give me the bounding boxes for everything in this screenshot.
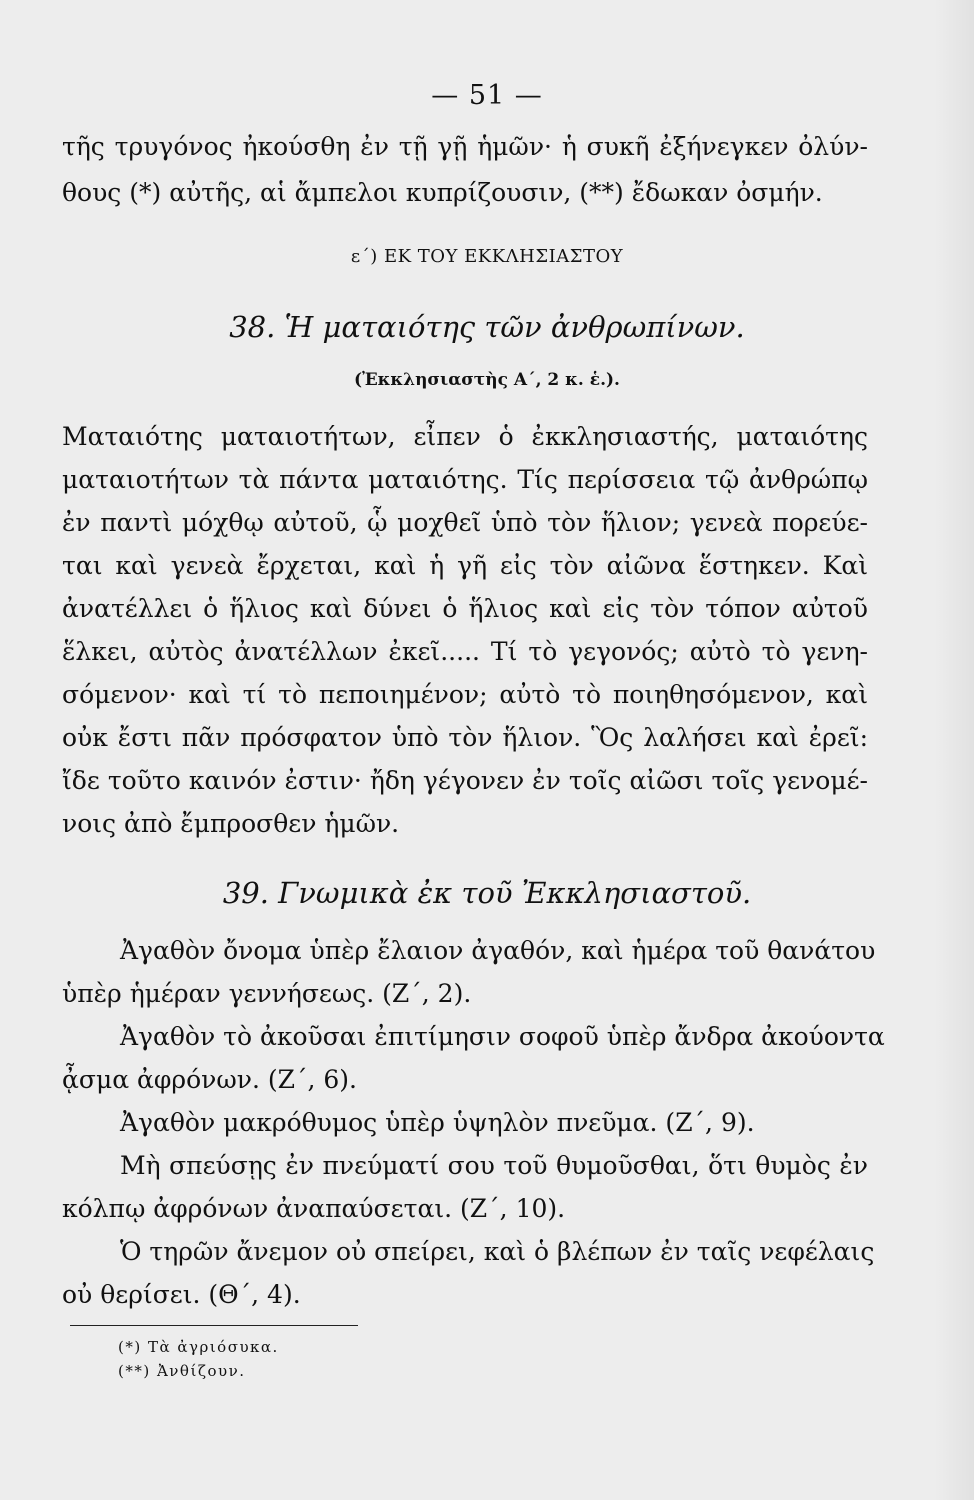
poem-38-line-8: οὐκ ἔστι πᾶν πρόσφατον ὑπὸ τὸν ἥλιον. Ὃς λαλήσει καὶ ἐρεῖ: (62, 723, 868, 752)
section-heading: ε΄) ΕΚ ΤΟΥ ΕΚΚΛΗΣΙΑΣΤΟΥ (350, 246, 624, 267)
footnote-rule (70, 1325, 358, 1326)
poem-38-source: (Ἐκκλησιαστὴς Α΄, 2 κ. ἑ.). (354, 370, 620, 390)
poem-38-line-1: Ματαιότης ματαιοτήτων, εἶπεν ὁ ἐκκλησιαστής, ματαιότης (62, 422, 868, 451)
poem-39-line-1: Ἀγαθὸν ὄνομα ὑπὲρ ἔλαιον ἀγαθόν, καὶ ἡμέρα τοῦ θανάτου (120, 936, 876, 965)
poem-38-line-9: ἴδε τοῦτο καινόν ἐστιν· ἤδη γέγονεν ἐν τοῖς αἰῶσι τοῖς γενομέ- (62, 766, 868, 795)
poem-39-line-4: ᾆσμα ἀφρόνων. (Ζ΄, 6). (62, 1065, 357, 1094)
intro-line-1: τῆς τρυγόνος ἠκούσθη ἐν τῇ γῇ ἡμῶν· ἡ συκῆ ἐξήνεγκεν ὀλύν- (62, 132, 868, 161)
poem-39-line-6: Μὴ σπεύσῃς ἐν πνεύματί σου τοῦ θυμοῦσθαι, ὅτι θυμὸς ἐν (120, 1151, 868, 1180)
page-number: — 51 — (431, 80, 543, 111)
poem-39-line-8: Ὁ τηρῶν ἄνεμον οὐ σπείρει, καὶ ὁ βλέπων ἐν ταῖς νεφέλαις (120, 1237, 875, 1266)
poem-38-line-4: ται καὶ γενεὰ ἔρχεται, καὶ ἡ γῆ εἰς τὸν αἰῶνα ἕστηκεν. Καὶ (62, 551, 868, 580)
poem-39-line-3: Ἀγαθὸν τὸ ἀκοῦσαι ἐπιτίμησιν σοφοῦ ὑπὲρ ἄνδρα ἀκούοντα (120, 1022, 885, 1051)
poem-38-line-10: νοις ἀπὸ ἔμπροσθεν ἡμῶν. (62, 809, 400, 838)
intro-line-2: θους (*) αὐτῆς, αἱ ἄμπελοι κυπρίζουσιν, (**) ἔδωκαν ὀσμήν. (62, 178, 823, 207)
poem-38-line-6: ἕλκει, αὐτὸς ἀνατέλλων ἐκεῖ..... Τί τὸ γεγονός; αὐτὸ τὸ γενη- (62, 637, 868, 666)
poem-38-line-3: ἐν παντὶ μόχθῳ αὐτοῦ, ᾧ μοχθεῖ ὑπὸ τὸν ἥλιον; γενεὰ πορεύε- (62, 508, 868, 537)
poem-39-title: 39. Γνωμικὰ ἐκ τοῦ Ἐκκλησιαστοῦ. (222, 876, 752, 910)
footnote-1: (*) Τὰ ἀγριόσυκα. (118, 1338, 279, 1356)
poem-39-line-7: κόλπῳ ἀφρόνων ἀναπαύσεται. (Ζ΄, 10). (62, 1194, 566, 1223)
footnote-2: (**) Ἀνθίζουν. (118, 1362, 246, 1380)
poem-39-line-5: Ἀγαθὸν μακρόθυμος ὑπὲρ ὑψηλὸν πνεῦμα. (Ζ΄, 9). (120, 1108, 755, 1137)
poem-38-line-2: ματαιοτήτων τὰ πάντα ματαιότης. Τίς περίσσεια τῷ ἀνθρώπῳ (62, 465, 868, 494)
poem-38-title: 38. Ἡ ματαιότης τῶν ἀνθρωπίνων. (229, 310, 745, 344)
poem-38-line-5: ἀνατέλλει ὁ ἥλιος καὶ δύνει ὁ ἥλιος καὶ εἰς τὸν τόπον αὐτοῦ (62, 594, 868, 623)
poem-39-line-2: ὑπὲρ ἡμέραν γεννήσεως. (Ζ΄, 2). (62, 979, 472, 1008)
poem-39-line-9: οὐ θερίσει. (Θ΄, 4). (62, 1280, 301, 1309)
page-edge-shadow (934, 0, 974, 1500)
poem-38-line-7: σόμενον· καὶ τί τὸ πεποιημένον; αὐτὸ τὸ ποιηθησόμενον, καὶ (62, 680, 868, 709)
